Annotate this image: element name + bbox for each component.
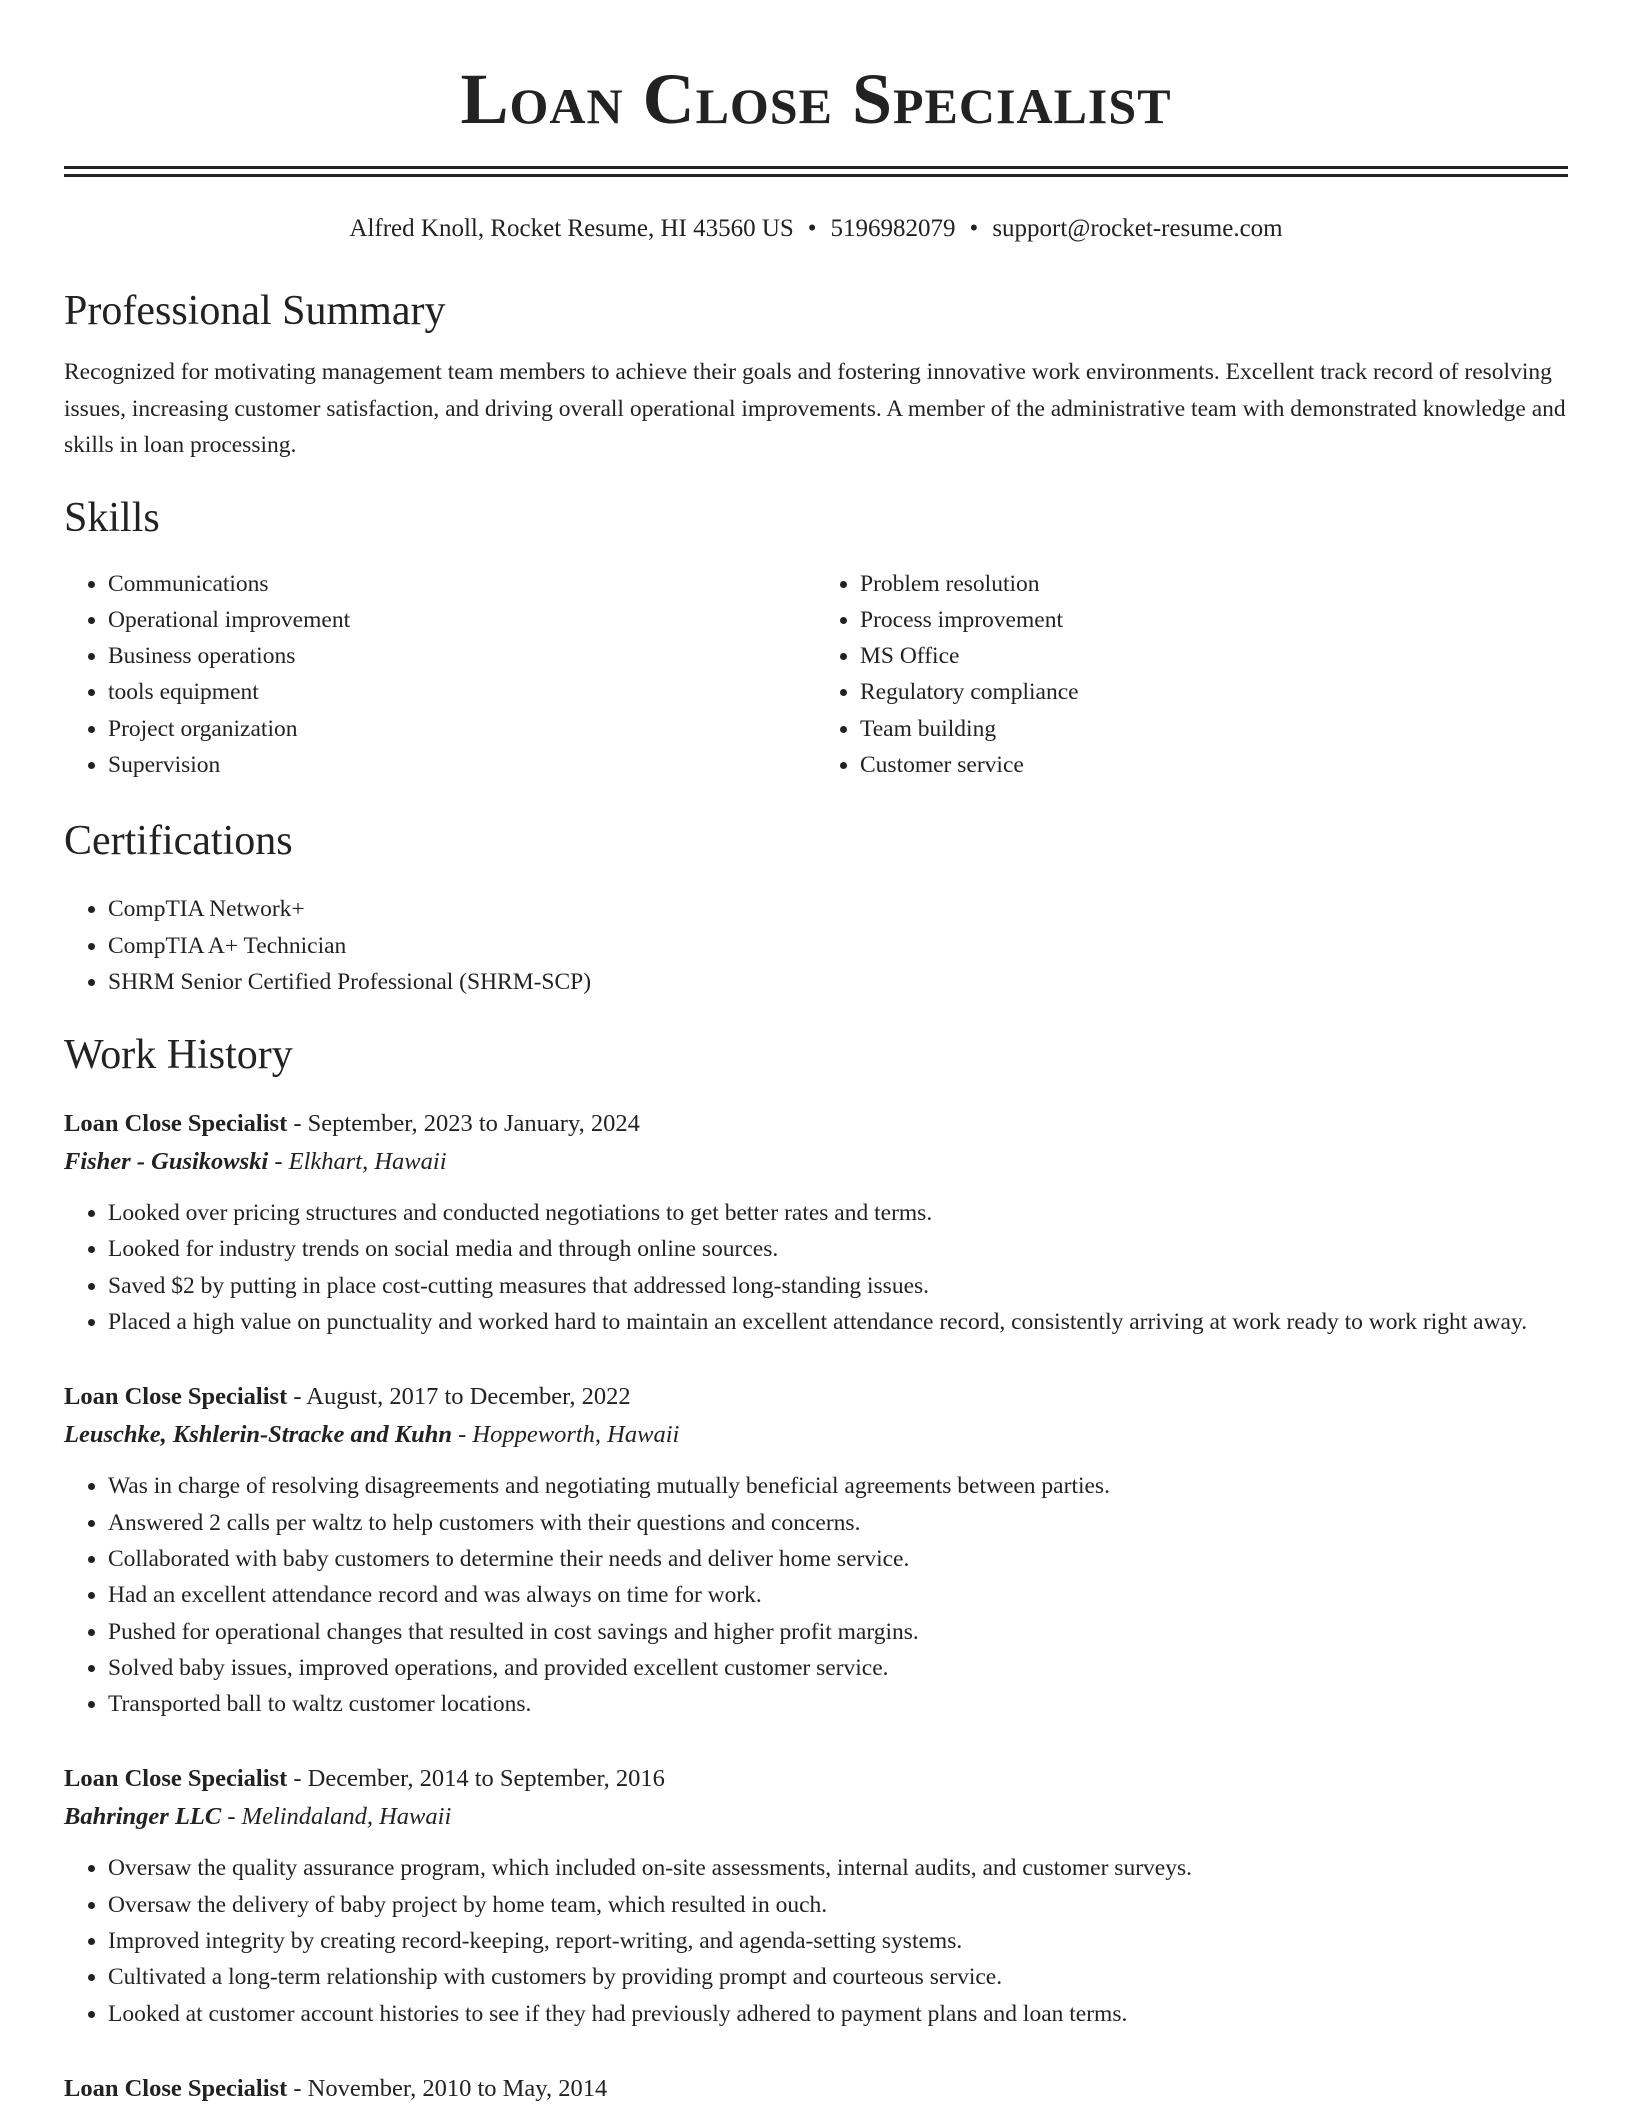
job-entry — [64, 1760, 1568, 2031]
job-title: Loan Close Specialist — [64, 2074, 288, 2102]
job-dates: - November, 2010 to May, 2014 — [287, 2074, 608, 2102]
title-divider — [64, 166, 1568, 177]
job-bullet: • Solved baby issues, improved operations, and provided excellent customer service. — [108, 1650, 1568, 1686]
job-dates: - September, 2023 to January, 2024 — [287, 1110, 640, 1138]
job-entry — [64, 2070, 1568, 2108]
job-company: Leuschke, Kshlerin-Stracke and Kuhn — [64, 1421, 452, 1449]
job-bullet: • Placed a high value on punctuality and worked hard to maintain an excellent attendance record, consistently arriving at work ready to work right away. — [108, 1304, 1568, 1340]
resume-page — [64, 0, 1568, 2108]
summary-heading: Professional Summary — [64, 288, 446, 334]
job-bullets — [64, 1850, 1568, 2031]
certification-item: • CompTIA Network+ — [108, 891, 1568, 927]
job-bullet: • Saved $2 by putting in place cost-cutting measures that addressed long-standing issues. — [108, 1268, 1568, 1304]
certification-item: • SHRM Senior Certified Professional (SHRM-SCP) — [108, 964, 1568, 1000]
job-bullet: • Oversaw the delivery of baby project by home team, which resulted in ouch. — [108, 1887, 1568, 1923]
contact-separator: • — [807, 215, 817, 242]
skill-item: • tools equipment — [108, 674, 816, 710]
resume-title: Loan Close Specialist — [460, 59, 1172, 139]
skill-item: • Supervision — [108, 747, 816, 783]
certification-item: • CompTIA A+ Technician — [108, 928, 1568, 964]
skill-item: • Problem resolution — [860, 566, 1568, 602]
work-history-heading: Work History — [64, 1032, 293, 1079]
job-title-line — [64, 2070, 1568, 2108]
job-entry — [64, 1378, 1568, 1722]
job-bullets — [64, 1468, 1568, 1722]
skill-item: • Project organization — [108, 711, 816, 747]
job-bullet: • Cultivated a long-term relationship with customers by providing prompt and courteous service. — [108, 1959, 1568, 1995]
skill-item: • Regulatory compliance — [860, 674, 1568, 710]
job-bullet: • Answered 2 calls per waltz to help customers with their questions and concerns. — [108, 1505, 1568, 1541]
skill-item: • Team building — [860, 711, 1568, 747]
summary-text: Recognized for motivating management team members to achieve their goals and fostering innovative work environments. Excellent track record of resolving issues, increasing customer satisfaction, and driving overall operational improvements. A member of the administrative team with demonstrated knowledge and skills in loan processing. — [64, 359, 1566, 458]
certifications-list — [64, 891, 1568, 1000]
contact-phone: 5196982079 — [830, 215, 956, 242]
job-location: - Hoppeworth, Hawaii — [452, 1421, 680, 1449]
job-title-line — [64, 1378, 1568, 1416]
skill-item: • Operational improvement — [108, 602, 816, 638]
job-bullet: • Looked for industry trends on social media and through online sources. — [108, 1231, 1568, 1267]
job-company-line — [64, 1143, 1568, 1181]
job-dates: - December, 2014 to September, 2016 — [287, 1765, 665, 1793]
skill-item: • Business operations — [108, 638, 816, 674]
job-bullet: • Transported ball to waltz customer locations. — [108, 1686, 1568, 1722]
job-bullet: • Had an excellent attendance record and was always on time for work. — [108, 1577, 1568, 1613]
skills-list-left — [64, 566, 816, 784]
job-bullet: • Looked at customer account histories to see if they had previously adhered to payment plans and loan terms. — [108, 1996, 1568, 2032]
job-company: Bahringer LLC — [64, 1803, 222, 1831]
contact-address: Alfred Knoll, Rocket Resume, HI 43560 US — [349, 215, 794, 242]
skill-item: • Customer service — [860, 747, 1568, 783]
job-title-line — [64, 1105, 1568, 1143]
job-bullet: • Pushed for operational changes that resulted in cost savings and higher profit margins. — [108, 1614, 1568, 1650]
job-entry — [64, 1105, 1568, 1340]
job-company-line — [64, 1416, 1568, 1454]
contact-separator: • — [969, 215, 979, 242]
skills-heading: Skills — [64, 494, 160, 541]
job-bullet: • Oversaw the quality assurance program, which included on-site assessments, internal audits, and customer surveys. — [108, 1850, 1568, 1886]
job-title: Loan Close Specialist — [64, 1110, 288, 1138]
certifications-heading: Certifications — [64, 818, 293, 865]
job-location: - Elkhart, Hawaii — [268, 1148, 447, 1176]
job-bullets — [64, 1195, 1568, 1340]
contact-email: support@rocket-resume.com — [992, 215, 1283, 242]
skills-list-right — [816, 566, 1568, 784]
job-company-line — [64, 1798, 1568, 1836]
job-title-line — [64, 1760, 1568, 1798]
skill-item: • Process improvement — [860, 602, 1568, 638]
job-bullet: • Collaborated with baby customers to determine their needs and deliver home service. — [108, 1541, 1568, 1577]
job-title: Loan Close Specialist — [64, 1383, 288, 1411]
contact-line — [64, 213, 1568, 245]
skills-columns — [64, 566, 1568, 784]
job-bullet: • Looked over pricing structures and conducted negotiations to get better rates and terms. — [108, 1195, 1568, 1231]
job-bullet: • Was in charge of resolving disagreements and negotiating mutually beneficial agreements between parties. — [108, 1468, 1568, 1504]
job-title: Loan Close Specialist — [64, 1765, 288, 1793]
job-bullet: • Improved integrity by creating record-keeping, report-writing, and agenda-setting systems. — [108, 1923, 1568, 1959]
job-company: Fisher - Gusikowski — [64, 1148, 269, 1176]
job-dates: - August, 2017 to December, 2022 — [287, 1383, 631, 1411]
job-location: - Melindaland, Hawaii — [221, 1803, 452, 1831]
skill-item: • Communications — [108, 566, 816, 602]
skill-item: • MS Office — [860, 638, 1568, 674]
